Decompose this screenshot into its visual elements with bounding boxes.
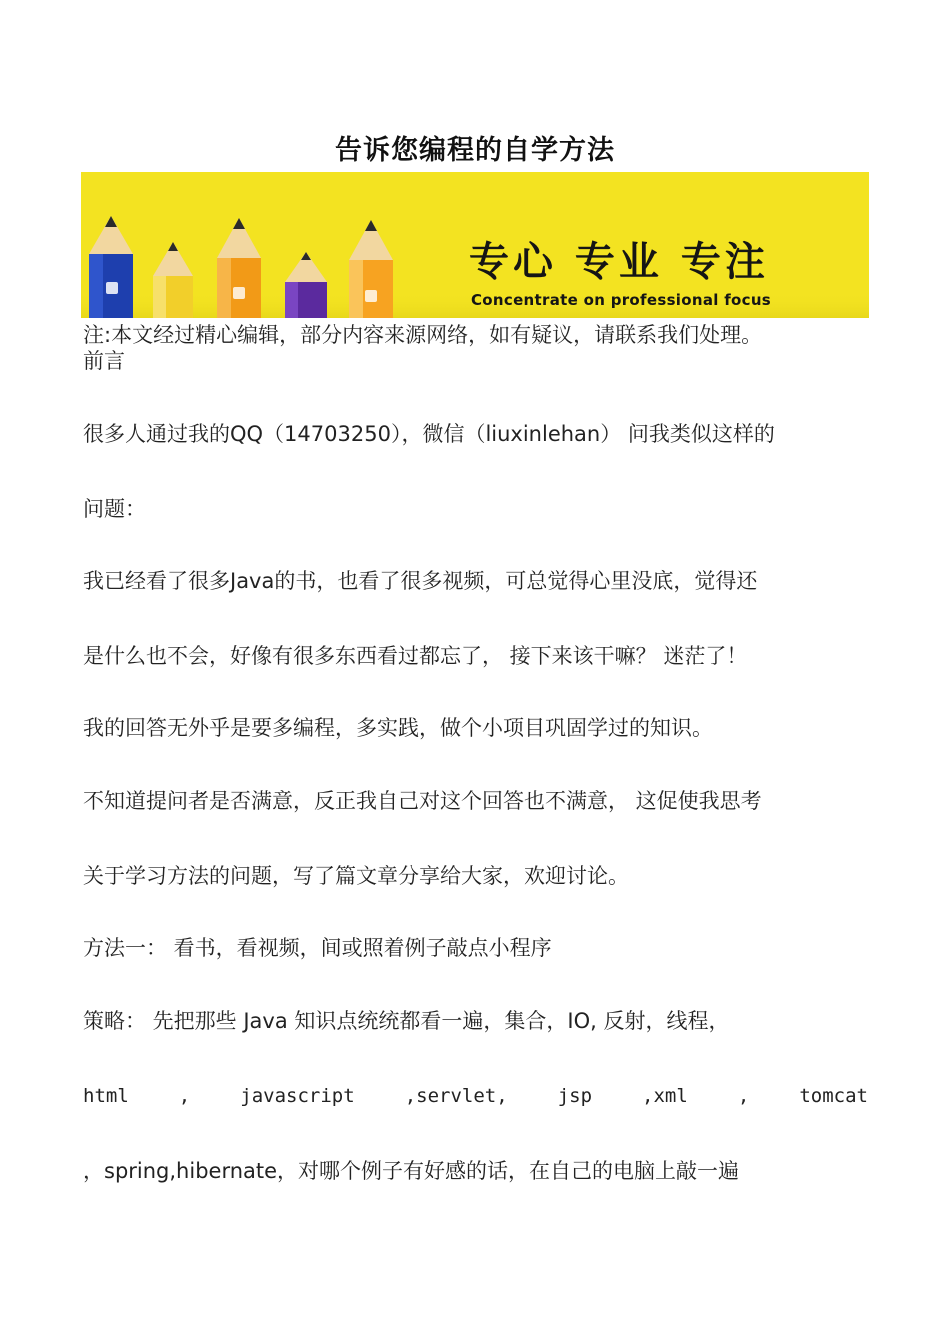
tech-item: tomcat xyxy=(799,1085,868,1107)
paragraph-line: 关于学习方法的问题，写了篇文章分享给大家，欢迎讨论。 xyxy=(83,864,629,888)
pencil-orange2-icon xyxy=(349,220,393,318)
banner-slogan: 专心 专业 专注 xyxy=(469,239,769,285)
pencil-purple-icon xyxy=(285,252,327,318)
tech-separator: , xyxy=(737,1085,750,1107)
tech-item: jsp xyxy=(557,1085,593,1107)
preface-heading: 前言 xyxy=(83,349,125,373)
note-text: 注:本文经过精心编辑，部分内容来源网络，如有疑议，请联系我们处理。 xyxy=(83,323,763,347)
strategy-line: 策略： 先把那些 Java 知识点统统都看一遍，集合，IO, 反射，线程， xyxy=(83,1009,730,1033)
paragraph-line: 很多人通过我的QQ（14703250），微信（liuxinlehan） 问我类似这样的 xyxy=(83,422,775,446)
pencil-blue-icon xyxy=(89,216,133,318)
editor-note xyxy=(83,322,762,374)
tech-item: html xyxy=(83,1085,129,1107)
paragraph-line: 是什么也不会，好像有很多东西看过都忘了， 接下来该干嘛？ 迷茫了！ xyxy=(83,644,748,668)
tech-item: javascript xyxy=(240,1085,355,1107)
banner-image xyxy=(81,172,869,318)
pencil-orange-icon xyxy=(217,218,261,318)
tech-item: ,servlet, xyxy=(404,1085,508,1107)
tech-separator: , xyxy=(178,1085,191,1107)
tech-item: ,xml xyxy=(642,1085,688,1107)
paragraph-line: 我的回答无外乎是要多编程，多实践，做个小项目巩固学过的知识。 xyxy=(83,716,713,740)
method-heading: 方法一： 看书，看视频，间或照着例子敲点小程序 xyxy=(83,936,552,960)
paragraph-line: 不知道提问者是否满意，反正我自己对这个回答也不满意， 这促使我思考 xyxy=(83,789,762,813)
document-title: 告诉您编程的自学方法 xyxy=(335,135,615,166)
paragraph-line: ，spring,hibernate，对哪个例子有好感的话，在自己的电脑上敲一遍 xyxy=(83,1159,740,1183)
paragraph-line: 问题： xyxy=(83,497,146,521)
tech-list-row xyxy=(83,1082,868,1110)
paragraph-line: 我已经看了很多Java的书，也看了很多视频，可总觉得心里没底，觉得还 xyxy=(83,569,758,593)
pencil-yellow-icon xyxy=(153,242,193,318)
banner-slogan-english: Concentrate on professional focus xyxy=(471,291,772,309)
